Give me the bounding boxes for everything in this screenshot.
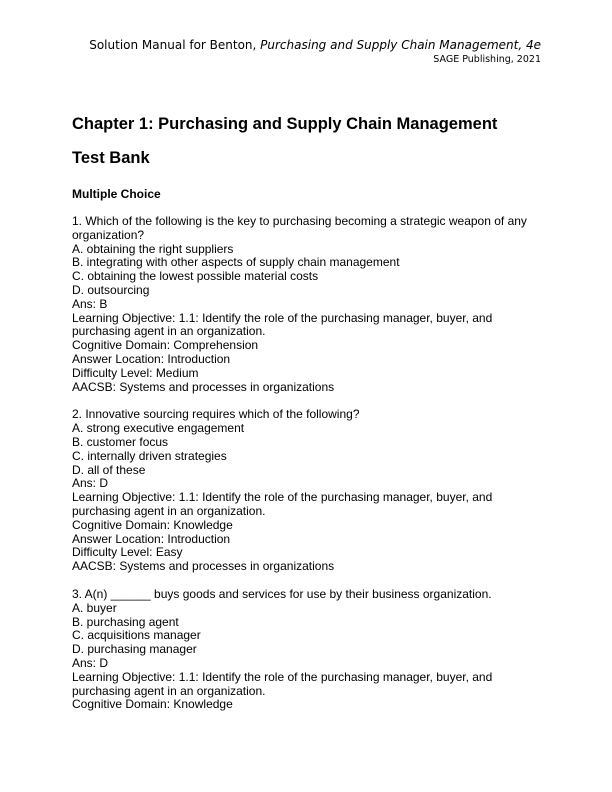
test-bank-heading: Test Bank <box>72 149 150 167</box>
chapter-title: Chapter 1: Purchasing and Supply Chain Management <box>72 115 498 133</box>
question-line: Answer Location: Introduction <box>72 531 231 546</box>
section-heading: Multiple Choice <box>72 187 161 201</box>
question-line: D. all of these <box>72 462 146 477</box>
question-line: A. obtaining the right suppliers <box>72 241 234 256</box>
question-line: purchasing agent in an organization. <box>72 324 266 339</box>
header-book-prefix: Solution Manual for Benton, <box>89 38 261 52</box>
question-line: AACSB: Systems and processes in organizations <box>72 559 335 574</box>
question-line: A. buyer <box>72 600 117 615</box>
question-block <box>72 215 542 394</box>
question-line: Ans: B <box>72 296 108 311</box>
question-line: purchasing agent in an organization. <box>72 683 266 698</box>
question-line: A. strong executive engagement <box>72 421 245 436</box>
question-line: Learning Objective: 1.1: Identify the role of the purchasing manager, buyer, and <box>72 490 493 505</box>
question-line: Learning Objective: 1.1: Identify the role of the purchasing manager, buyer, and <box>72 669 493 684</box>
question-line: Ans: D <box>72 655 109 670</box>
document-body <box>72 114 542 712</box>
question-line: AACSB: Systems and processes in organizations <box>72 379 335 394</box>
question-line: D. purchasing manager <box>72 642 197 657</box>
question-line: 3. A(n) ______ buys goods and services for use by their business organization. <box>72 586 492 601</box>
question-line: B. purchasing agent <box>72 614 179 629</box>
running-header <box>89 37 541 67</box>
question-list <box>72 215 542 712</box>
question-line: Cognitive Domain: Comprehension <box>72 338 259 353</box>
question-block <box>72 588 542 712</box>
question-line: B. customer focus <box>72 434 169 449</box>
question-line: Cognitive Domain: Knowledge <box>72 697 233 712</box>
question-line: Difficulty Level: Easy <box>72 545 183 560</box>
question-block <box>72 408 542 574</box>
question-line: B. integrating with other aspects of supply chain management <box>72 255 400 270</box>
question-line: Cognitive Domain: Knowledge <box>72 517 233 532</box>
question-line: purchasing agent in an organization. <box>72 503 266 518</box>
question-line: Difficulty Level: Medium <box>72 365 199 380</box>
question-line: D. outsourcing <box>72 282 150 297</box>
question-line: 2. Innovative sourcing requires which of the following? <box>72 407 360 422</box>
question-line: C. acquisitions manager <box>72 628 201 643</box>
header-book-title: Purchasing and Supply Chain Management, 4e <box>260 38 541 52</box>
header-line-1 <box>89 37 541 53</box>
question-line: organization? <box>72 227 145 242</box>
question-line: C. internally driven strategies <box>72 448 227 463</box>
question-line: Answer Location: Introduction <box>72 351 231 366</box>
question-line: C. obtaining the lowest possible material costs <box>72 269 319 284</box>
question-line: Learning Objective: 1.1: Identify the role of the purchasing manager, buyer, and <box>72 310 493 325</box>
header-line-2: SAGE Publishing, 2021 <box>433 54 541 65</box>
question-line: Ans: D <box>72 476 109 491</box>
question-line: 1. Which of the following is the key to purchasing becoming a strategic weapon of any <box>72 214 527 228</box>
